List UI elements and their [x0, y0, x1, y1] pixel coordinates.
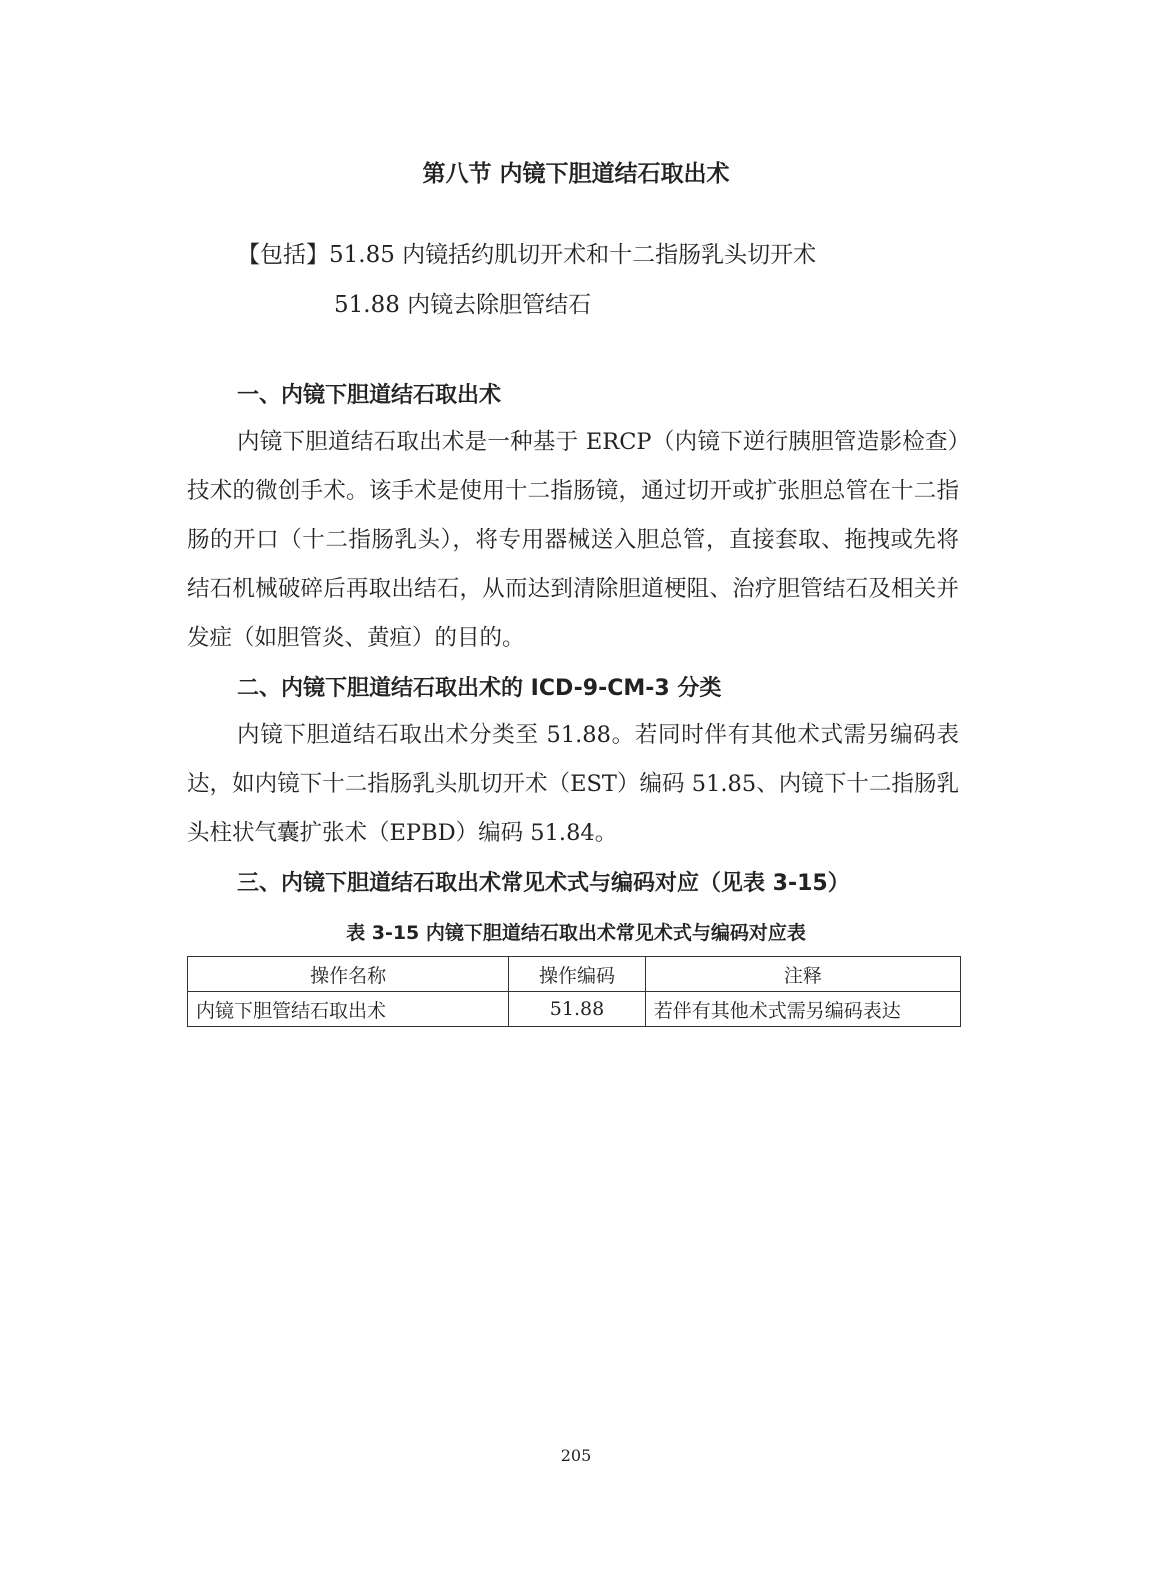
- heading-1: 一、内镜下胆道结石取出术: [237, 383, 502, 408]
- table-caption: 表 3-15 内镜下胆道结石取出术常见术式与编码对应表: [346, 922, 806, 944]
- table-header-row: [188, 957, 961, 992]
- includes-block: [237, 230, 816, 330]
- table-header-cell: 操作名称: [188, 957, 509, 992]
- table-cell: 内镜下胆管结石取出术: [188, 992, 509, 1027]
- includes-item-2: 51.88 内镜去除胆管结石: [334, 292, 592, 318]
- table-header-cell: 注释: [645, 957, 960, 992]
- table-row: [188, 992, 961, 1027]
- heading-3: 三、内镜下胆道结石取出术常见术式与编码对应（见表 3-15）: [237, 871, 850, 896]
- code-table: [187, 956, 961, 1027]
- includes-row-1: [237, 230, 816, 280]
- includes-item-1: 51.85 内镜括约肌切开术和十二指肠乳头切开术: [329, 242, 817, 268]
- includes-label: 【包括】: [237, 242, 329, 268]
- heading-2: 二、内镜下胆道结石取出术的 ICD-9-CM-3 分类: [237, 676, 722, 701]
- table-cell: 51.88: [509, 992, 646, 1027]
- table-header-cell: 操作编码: [509, 957, 646, 992]
- table-cell: 若伴有其他术式需另编码表达: [645, 992, 960, 1027]
- paragraph-1: 内镜下胆道结石取出术是一种基于 ERCP（内镜下逆行胰胆管造影检查）技术的微创手术。该手术是使用十二指肠镜，通过切开或扩张胆总管在十二指肠的开口（十二指肠乳头），将专用器械送入胆总管，直接套取、拖拽或先将结石机械破碎后再取出结石，从而达到清除胆道梗阻、治疗胆管结石及相关并发症（如胆管炎、黄疸）的目的。: [187, 429, 959, 651]
- page-number: 205: [560, 1446, 592, 1465]
- paragraph-2: 内镜下胆道结石取出术分类至 51.88。若同时伴有其他术式需另编码表达，如内镜下十二指肠乳头肌切开术（EST）编码 51.85、内镜下十二指肠乳头柱状气囊扩张术（EPBD）编码 51.84。: [187, 722, 959, 846]
- section-title: 第八节 内镜下胆道结石取出术: [422, 161, 730, 187]
